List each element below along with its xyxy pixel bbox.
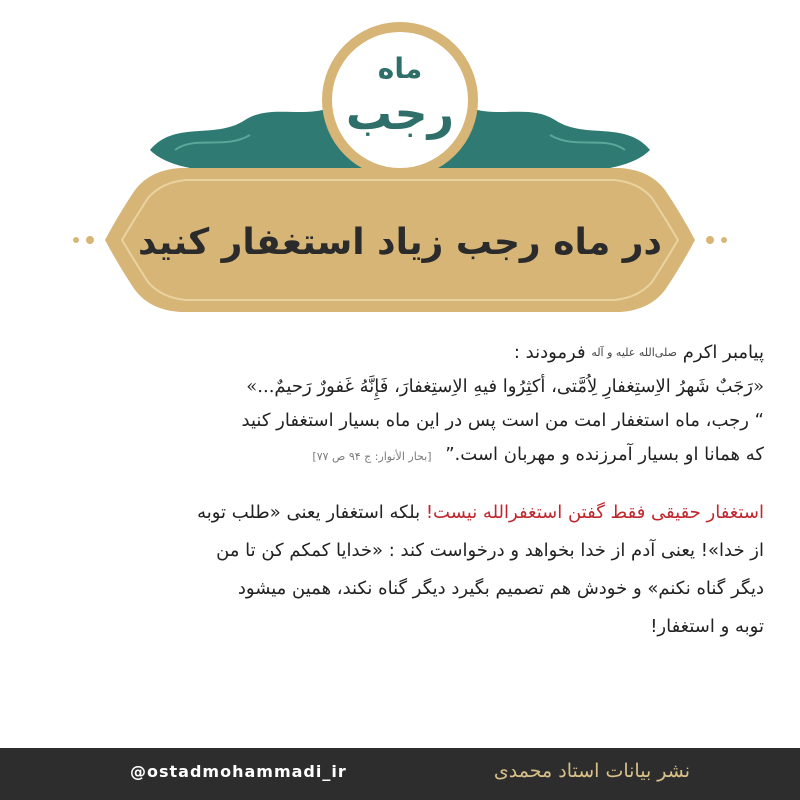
month-label: ماه [377, 52, 423, 85]
header-ornament [0, 0, 800, 320]
banner-title: در ماه رجب زیاد استغفار کنید [138, 222, 662, 263]
explanation-line-2: از خدا»! یعنی آدم از خدا بخواهد و درخواست کند : «خدایا کمکم کن تا من [216, 540, 764, 561]
footer-bar [0, 748, 800, 800]
month-name: رجب [345, 86, 455, 140]
hadith-arabic: «رَجَبٌ شَهرُ الاِستِغفارِ لِاُمَّتی، أکثِرُوا فیهِ الاِستِغفارَ، فَإِنَّهُ غَفورٌ رَحیمٌ...» [246, 376, 764, 397]
explanation-highlight: استغفار حقیقی فقط گفتن استغفرالله نیست! [425, 502, 764, 523]
explanation-line-3: دیگر گناه نکنم» و خودش هم تصمیم بگیرد دیگر گناه نکند، همین میشود [237, 578, 764, 599]
explanation-line-4: توبه و استغفار! [650, 616, 764, 637]
instagram-handle[interactable]: @ostadmohammadi_ir [130, 762, 347, 781]
hadith-translation-1: “ رجب، ماه استغفار امت من است پس در این ماه بسیار استغفار کنید [241, 410, 764, 431]
brand-logo-text: نشر بیانات استاد محمدی [493, 760, 690, 782]
content-body [36, 336, 764, 646]
salawat-mark: صلی‌الله علیه و آله [591, 346, 677, 359]
hadith-source: [بحار الأنوار: ج ۹۴ ص ۷۷] [312, 450, 432, 463]
hadith-translation-2: که همانا او بسیار آمرزنده و مهربان است.” [بحار الأنوار: ج ۹۴ ص ۷۷] [312, 444, 764, 465]
explanation-paragraph: استغفار حقیقی فقط گفتن استغفرالله نیست! بلکه استغفار یعنی «طلب توبه از خدا»! یعنی آدم از خدا بخواهد و درخواست کند : «خدایا کمکم کن تا من دیگر گناه نکنم» و خودش هم تصمیم بگیرد دیگر گناه نکند، همین میشود توبه و استغفار! [36, 494, 764, 646]
hadith-intro: پیامبر اکرم $^{صلی‌الله علیه و آله}$ فرمودند : [513, 342, 764, 363]
